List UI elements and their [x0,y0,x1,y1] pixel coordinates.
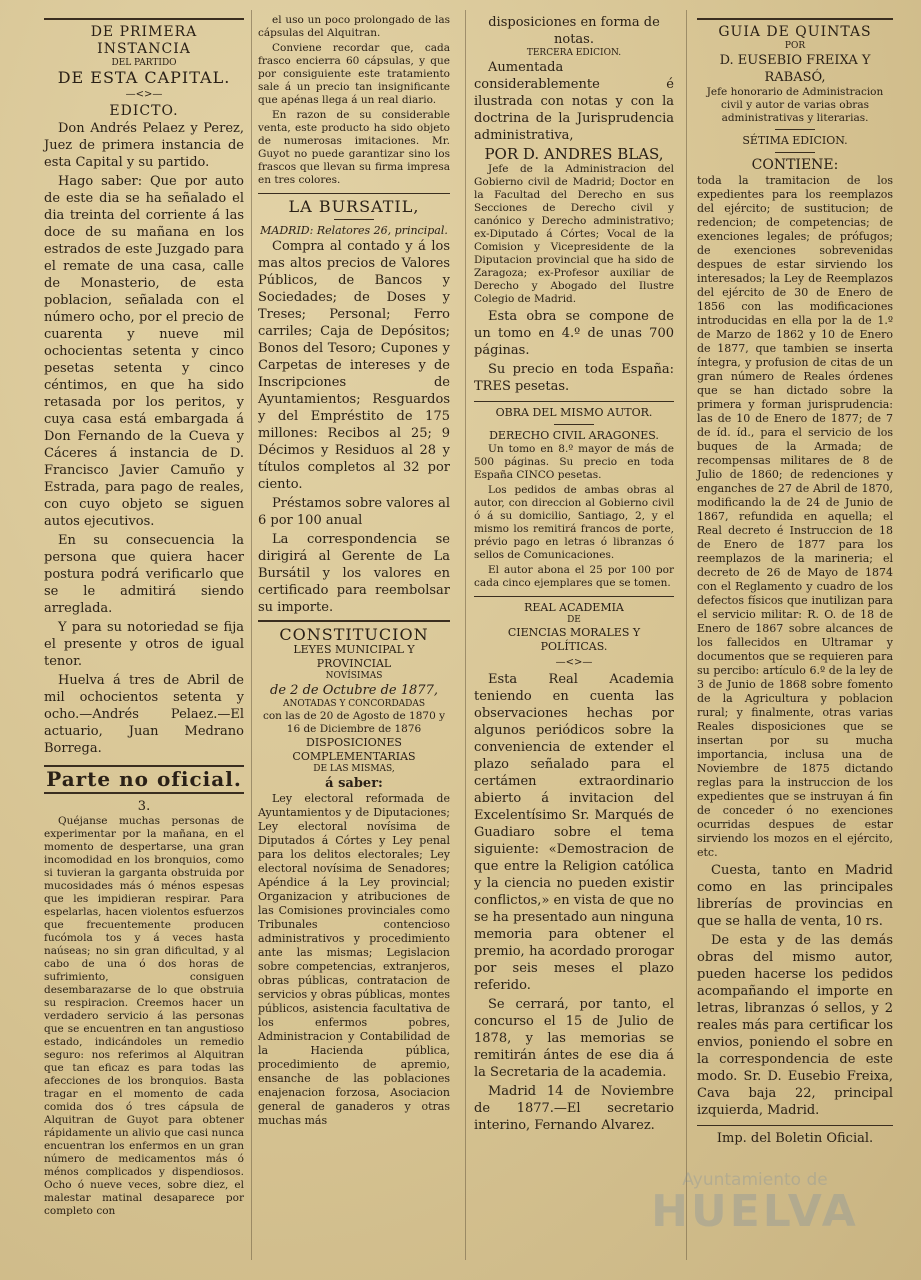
dash [775,129,815,130]
const-sub2: NOVÍSIMAS [325,671,383,681]
court-place: DE ESTA CAPITAL. [57,68,231,87]
section-number: 3. [137,799,151,814]
guia-p2: Cuesta, tanto en Madrid como en las principales librerías de provincias en que se halla de venta, 10 rs. [697,863,893,929]
rule [697,1125,893,1126]
guia-edition: SÉTIMA EDICION. [742,134,848,147]
column-1 [44,14,244,1220]
alquitran-p1: el uso un poco prolongado de las cápsulas del Alquitran. [258,14,450,39]
alquitran-p3: En razon de su considerable venta, este producto ha sido objeto de numerosas imitaciones. Mr. Guyot no puede garantizar sino los frascos que llevan su firma impresa en tres colores. [258,109,450,186]
rule [474,401,674,402]
watermark [640,1170,870,1237]
blas-bio: Jefe de la Administracion del Gobierno civil de Madrid; Doctor en la Facultad del Derecho en sus Secciones de Derecho civil y canónico y Derecho administrativo; ex-Diputado á Córtes; Vocal de la Comision y Vicepresidente de la Diputacion provincial que ha sido de Zaragoza; ex-Profesor auxiliar de Derecho y Abogado del Ilustre Colegio de Madrid. [474,163,674,305]
real-p3: Madrid 14 de Noviembre de 1877.—El secretario interino, Fernando Alvarez. [474,1084,674,1133]
derecho-p1: Un tomo en 8.º mayor de más de 500 páginas. Su precio en toda España CINCO pesetas. [474,443,674,481]
const-body: Ley electoral reformada de Ayuntamientos y de Diputaciones; Ley electoral novísima de Diputados á Córtes y Ley penal para los delitos electorales; Ley electoral novísima de Senadores; Apéndice á la Ley provincial; Organizacion y atribuciones de las Comisiones provinciales como Tribunales contencioso administrativos y procedimiento ante las mismas; Legislacion sobre competencias, extranjeros, obras públicas, contratacion de servicios y obras públicas, montes públicos, asistencia facultativa de los enfermos pobres, Administracion y Contabilidad de la Hacienda pública, procedimiento de apremio, ensanche de las poblaciones enajenacion forzosa, Asociacion general de ganaderos y otras muchas más [258,792,450,1127]
edicto-p3: En su consecuencia la persona que quiera hacer postura podrá verificarlo que se le admitirá siendo arreglada. [44,533,244,616]
edicto-p1: Don Andrés Pelaez y Perez, Juez de primera instancia de esta Capital y su partido. [44,121,244,170]
const-sub1: LEYES MUNICIPAL Y PROVINCIAL [293,643,415,670]
edicto-p5: Huelva á tres de Abril de mil ochocientos setenta y ocho.—Andrés Pelaez.—El actuario, Juan Medrano Borrega. [44,673,244,756]
const-title: CONSTITUCION [279,625,429,644]
imprint: Imp. del Boletin Oficial. [716,1131,874,1146]
derecho-title: DERECHO CIVIL ARAGONES. [489,429,659,442]
bursatil-p3: La correspondencia se dirigirá al Gerente de La Bursátil y los valores en certificado para reembolsar su importe. [258,532,450,615]
quejanse-text: Quéjanse muchas personas de experimentar por la mañana, en el momento de despertarse, una gran incomodidad en los bronquios, como si tuvieran la garganta obstruida por mucosidades más ó ménos espesas que les impidieran respirar. Para espelarlas, hacen violentos esfuerzos que frecuentemente producen fucómola tos y á veces hasta naúseas; no sin gran dificultad, y al cabo de una ó dos horas de sufrimiento, consiguen desembarazarse de lo que obstruia su respiracion. Creemos hacer un verdadero servicio á las personas que se encuentren en tan angustioso estado, indicándoles un remedio seguro: nos referimos al Alquitran que tan eficaz es para todas las afecciones de los bronquios. Basta tragar en el momento de cada comida dos ó tres cápsula de Alquitran de Guyot para obtener rápidamente un alivio que casi nunca encuentran los enfermos en un gran número de medicamentos más ó ménos complicados y dispendiosos. Ocho ó nueve veces, sobre diez, el malestar matinal desaparece por completo con [44,815,244,1217]
bursatil-p2: Préstamos sobre valores al 6 por 100 anual [258,496,450,528]
edicto-p2: Hago saber: Que por auto de este dia se ha señalado el dia treinta del corriente á las doce de su mañana en los estrados de este Juzgado para el remate de una casa, calle de Monasterio, de esta poblacion, señalada con el número ocho, por el precio de cuarenta y nueve mil ochocientas setenta y cinco pesetas setenta y cinco céntimos, en que ha sido retasada por los peritos, y cuya casa está embargada á Don Fernando de la Cueva y Cáceres á instancia de D. Francisco Javier Camuño y Estrada, para pago de reales, con cuyo objeto se siguen autos ejecutivos. [44,174,244,529]
const-date: de 2 de Octubre de 1877, [270,683,438,698]
real-sub: CIENCIAS MORALES Y POLÍTICAS. [507,626,641,653]
real-p1: Esta Real Academia teniendo en cuenta las observaciones hechas por algunos periódicos sobre la conveniencia de extender el plazo señalado para el certámen extraordinario abierto á invitacion del Excelentísimo Sr. Marqués de Guadiaro sobre el tema siguiente: «Demostracion de que entre la Religion católica y la ciencia no pueden existir conflictos,» en vista de que no se ha presentado aun ninguna memoria para obtener el premio, ha acordado prorogar por seis meses el plazo referido. [474,672,674,993]
dash [554,424,594,425]
column-3 [474,14,674,1136]
watermark-line1: Ayuntamiento de [682,1170,828,1190]
rule [258,193,450,194]
bursatil-address: MADRID: Relatores 26, principal. [260,224,448,237]
alquitran-p2: Conviene recordar que, cada frasco encierra 60 cápsulas, y que por consiguiente este tratamiento sale á un precio tan insignificante que apénas llega á un real diario. [258,42,450,106]
real-title: REAL ACADEMIA [524,601,624,614]
const-con: con las de 20 de Agosto de 1870 y 16 de Diciembre de 1876 [262,710,446,735]
dash [334,219,374,220]
guia-contiene: CONTIENE: [751,157,839,173]
column-4 [697,14,893,1147]
blas-p1: Aumentada considerablemente é ilustrada con notas y con la doctrina de la Jurisprudencia administrativa, [474,60,674,143]
ornament: —<>— [555,657,593,668]
obra-title: OBRA DEL MISMO AUTOR. [495,406,653,419]
blas-top: disposiciones en forma de notas. [488,15,660,47]
derecho-p3: El autor abona el 25 por 100 por cada cinco ejemplares que se tomen. [474,564,674,589]
bursatil-p1: Compra al contado y á los mas altos precios de Valores Públicos, de Bancos y Sociedades; de Doses y Treses; Personal; Ferro carriles; Caja de Depósitos; Bonos del Tesoro; Cupones y Carpetas de intereses y de Inscripciones de Ayuntamientos; Resguardos y del Empréstito de 175 millones: Recibos al 25; 9 Décimos y Residuos al 28 y títulos completos al 32 por ciento. [258,239,450,492]
rule [258,620,450,622]
rule [44,18,244,20]
bursatil-title: LA BURSATIL, [288,197,420,216]
guia-author-bio: Jefe honorario de Administracion civil y autor de varias obras administrativas y literarias. [706,86,884,124]
blas-edition: TERCERA EDICION. [526,48,622,58]
parte-title: Parte no oficial. [46,767,242,791]
dash [775,152,815,153]
rule [697,18,893,20]
ornament: —<>— [125,89,163,100]
rule [44,792,244,794]
blas-p3: Su precio en toda España: TRES pesetas. [474,362,674,394]
watermark-line2: HUELVA [651,1186,859,1237]
const-saber: á saber: [325,776,383,791]
blas-author: POR D. ANDRES BLAS, [484,145,664,163]
derecho-p2: Los pedidos de ambas obras al autor, con direccion al Gobierno civil ó á su domicilio, Santiago, 2, y el mismo los remitirá francos de porte, prévio pago en letras ó libranzas ó sellos de Comunicaciones. [474,484,674,561]
court-title: DE PRIMERA INSTANCIA [90,24,198,57]
guia-p3: De esta y de las demás obras del mismo autor, pueden hacerse los pedidos acompañando el importe en letras, libranzas ó sellos, y 2 reales más para certificar los envios, poniendo el sobre en la correspondencia de este modo. Sr. D. Eusebio Freixa, Cava baja 22, principal izquierda, Madrid. [697,933,893,1118]
const-disp: DISPOSICIONES COMPLEMENTARIAS [292,736,416,763]
edicto-p4: Y para su notoriedad se fija el presente y otros de igual tenor. [44,620,244,669]
real-de: DE [567,615,581,625]
const-delas: DE LAS MISMAS, [313,764,395,774]
const-anot: ANOTADAS Y CONCORDADAS [282,699,426,709]
real-p2: Se cerrará, por tanto, el concurso el 15 de Julio de 1878, y las memorias se remitirán ántes de ese dia á la Secretaria de la academia. [474,997,674,1080]
guia-title: GUIA DE QUINTAS [718,24,872,40]
court-sub: DEL PARTIDO [111,58,177,68]
rule [474,596,674,597]
edicto-title: EDICTO. [109,103,179,119]
guia-author: D. EUSEBIO FREIXA Y RABASÓ, [719,53,871,85]
column-2 [258,14,450,1130]
blas-p2: Esta obra se compone de un tomo en 4.º de unas 700 páginas. [474,309,674,358]
guia-por: POR [784,41,806,51]
guia-body: toda la tramitacion de los expedientes para los reemplazos del ejército; de sustitucion; de redencion; de competencias; de exenciones legales; de prófugos; de exenciones sobrevenidas despues de estar sirviendo los interesados; la Ley de Reemplazos del ejército de 30 de Enero de 1856 con las modificaciones introducidas en ella por la de 1.º de Marzo de 1862 y 10 de Enero de 1877, que tambien se inserta íntegra, y profusion de citas de un gran número de Reales órdenes que se han dictado sobre la primera y forman jurisprudencia: las de 10 de Enero de 1877; de 7 de íd. íd., para el servicio de los buques de la Armada; de recompensas militares de 8 de Julio de 1860; de redenciones y enganches de 27 de Abril de 1870, modificando la de 24 de Junio de 1867, refundida en aquella; el Real decreto é Instruccion de 18 de Enero de 1877 para los reemplazos de la marineria; el decreto de 26 de Mayo de 1874 con el Reglamento y cuadro de los defectos físicos que inutilizan para el servicio militar: R. O. de 18 de Enero de 1867 sobre alcances de los fallecidos en Ultramar y documentos que se requieren para su percibo: artículo 6.º de la ley de 3 de Junio de 1868 sobre fomento de la Agricultura y poblacion rural; y finalmente, otras varias Reales disposiciones que se insertan por su mucha importancia, inclusa una de Noviembre de 1875 dictando reglas para la instruccion de los expedientes que se instruyan á fin de conceder ó no exenciones ocurridas despues de estar sirviendo los mozos en el ejército, etc. [697,174,893,859]
